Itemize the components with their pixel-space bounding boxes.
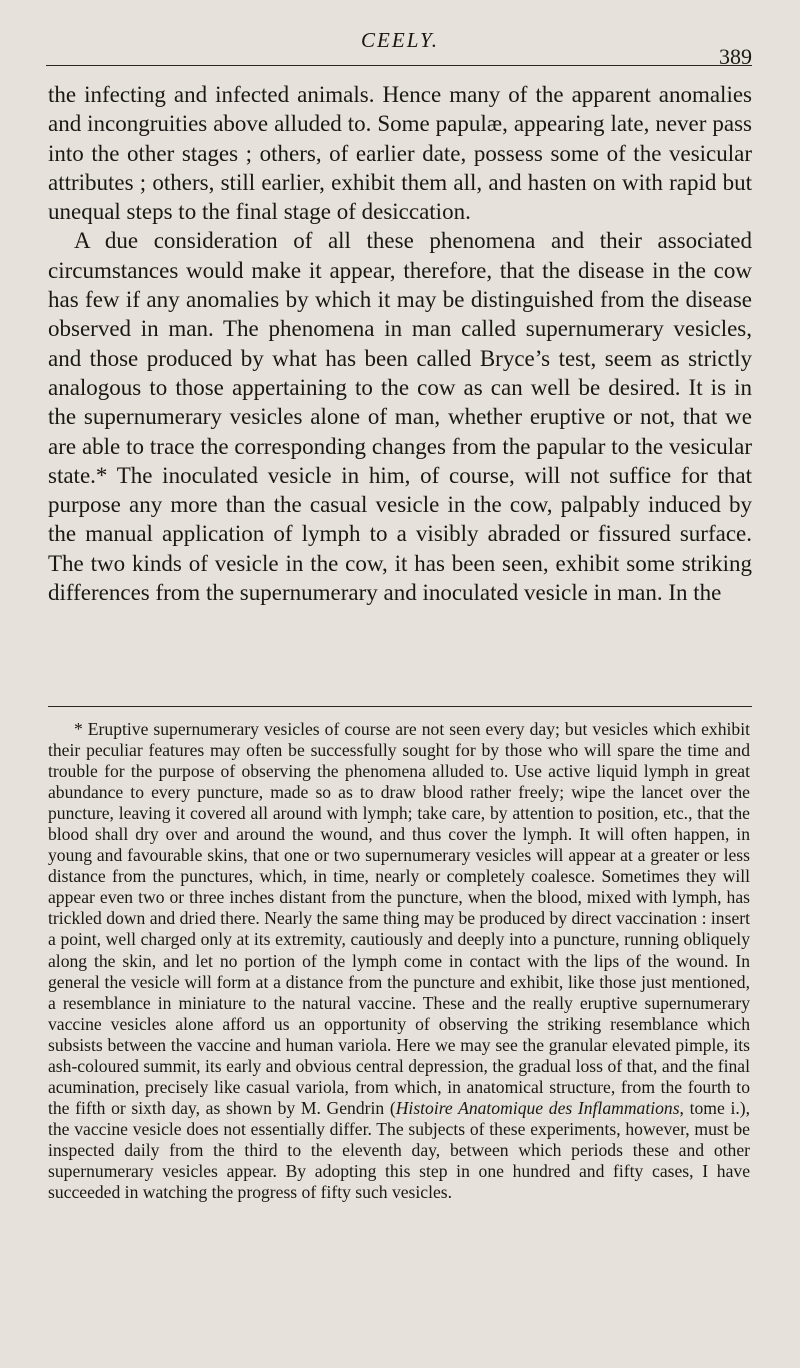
footnote-rule	[48, 706, 752, 707]
running-head	[0, 26, 800, 69]
body-paragraph-1: the infecting and infected animals. Hence many of the apparent anomalies and incongruities above alluded to. Some papulæ, appearing late, never pass into the other stages ; others, of earlier date, possess some of the vesicular attributes ; others, still earlier, exhibit them all, and hasten on with rapid but unequal steps to the final stage of desiccation.	[48, 82, 752, 225]
footnote-text-end: , tome i.), the vaccine vesicle does not essentially differ. The subjects of these experiments, however, must be inspected daily from the third to the eleventh day, between which periods these and other supernumerary vesicles appear. By adopting this step in one hundred and fifty cases, I have succeeded in watching the progress of fifty such vesicles.	[48, 1097, 750, 1203]
footnote	[48, 719, 750, 1203]
running-title: CEELY.	[361, 28, 439, 52]
body-paragraph-2: A due consideration of all these phenomena and their associated circumstances would make it appear, therefore, that the disease in the cow has few if any anomalies by which it may be distinguished from the disease observed in man. The phenomena in man called supernumerary vesicles, and those produced by what has been called Bryce’s test, seem as strictly analogous to those appertaining to the cow as can well be desired. It is in the supernumerary vesicles alone of man, whether eruptive or not, that we are able to trace the corresponding changes from the papular to the vesicular state.* The inoculated vesicle in him, of course, will not suffice for that purpose any more than the casual vesicle in the cow, palpably induced by the manual application of lymph to a visibly abraded or fissured surface. The two kinds of vesicle in the cow, it has been seen, exhibit some striking differences from the supernumerary and inoculated vesicle in man. In the	[48, 228, 752, 606]
page-number: 389	[719, 44, 752, 69]
footnote-paragraph	[48, 719, 750, 1203]
footnote-text-start: * Eruptive supernumerary vesicles of course are not seen every day; but vesicles which exhibit their peculiar features may often be successfully sought for by those who will spare the time and trouble for the purpose of observing the phenomena alluded to. Use active liquid lymph in great abundance to every puncture, made so as to draw blood rather freely; wipe the lancet over the puncture, leaving it covered all around with lymph; take care, by attention to position, etc., that the blood shall dry over and around the wound, and thus cover the lymph. It will often happen, in young and favourable skins, that one or two supernumerary vesicles will appear at a greater or less distance from the punctures, which, in time, nearly or completely coalesce. Sometimes they will appear even two or three inches distant from the puncture, when the blood, mixed with lymph, has trickled down and dried there. Nearly the same thing may be produced by direct vaccination : insert a point, well charged only at its extremity, cautiously and deeply into a puncture, running obliquely along the skin, and let no portion of the lymph come in contact with the lips of the wound. In general the vesicle will form at a distance from the puncture and exhibit, like those just mentioned, a resemblance in miniature to the natural vaccine. These and the really eruptive supernumerary vaccine vesicles alone afford us an opportunity of observing the striking resemblance which subsists between the vaccine and human variola. Here we may see the granular elevated pimple, its ash-coloured summit, its early and obvious central depression, the gradual loss of that, and the final acumination, precisely like casual variola, from which, in anatomical structure, from the fourth to the fifth or sixth day, as shown by M. Gendrin (	[48, 719, 750, 1118]
header-rule	[46, 65, 752, 66]
cited-work-title: Histoire Anatomique des Inflammations	[395, 1097, 680, 1118]
main-text	[48, 80, 752, 607]
